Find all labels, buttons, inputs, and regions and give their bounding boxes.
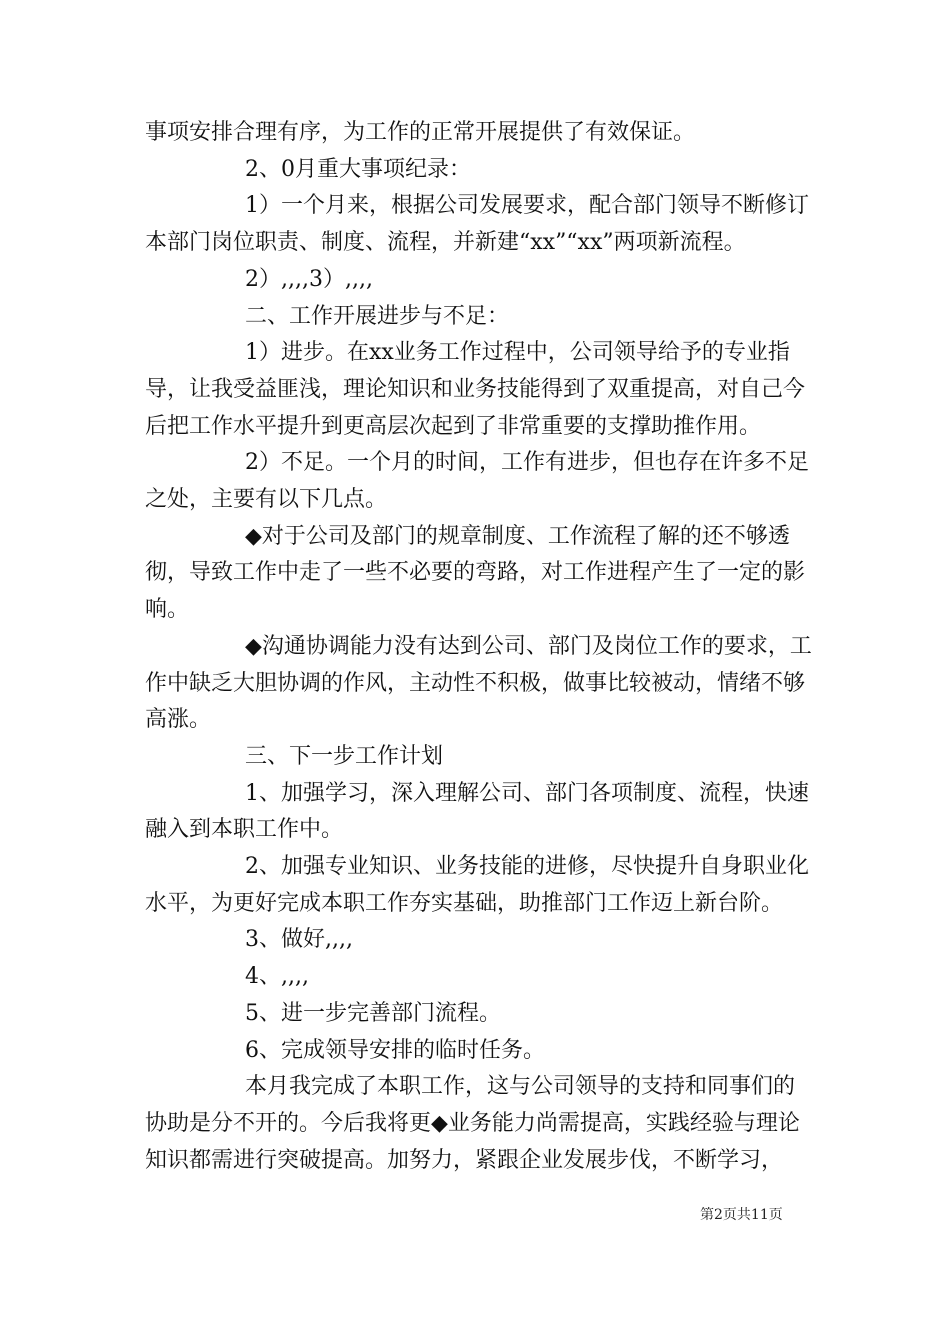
- plan-item-2: 2、加强专业知识、业务技能的进修，尽快提升自身职业化水平，为更好完成本职工作夯实基础，助推部门工作迈上新台阶。: [145, 854, 809, 916]
- plan-item-3: 3、做好,,,,: [245, 927, 353, 953]
- plan-item-1: 1、加强学习，深入理解公司、部门各项制度、流程，快速融入到本职工作中。: [145, 780, 809, 843]
- page-number-footer: 第2页共11页: [700, 1207, 783, 1223]
- paragraph-progress: 1）进步。在xx业务工作过程中，公司领导给予的专业指导，让我受益匪浅，理论知识和业务技能得到了双重提高，对自己今后把工作水平提升到更高层次起到了非常重要的支撑助推作用。: [145, 340, 806, 439]
- document-body: [145, 115, 815, 1179]
- closing-paragraph: 本月我完成了本职工作，这与公司领导的支持和同事们的协助是分不开的。今后我将更◆业务能力尚需提高，实践经验与理论知识都需进行突破提高。加努力，紧跟企业发展步伐，不断学习，: [145, 1074, 800, 1173]
- plan-item-6: 6、完成领导安排的临时任务。: [245, 1037, 545, 1063]
- section-heading-3: 三、下一步工作计划: [245, 743, 444, 769]
- bullet-item-1: ◆对于公司及部门的规章制度、工作流程了解的还不够透彻，导致工作中走了一些不必要的弯路，对工作进程产生了一定的影响。: [145, 523, 806, 623]
- paragraph-2: 2、0月重大事项纪录：: [245, 156, 471, 182]
- paragraph-4: 2）,,,,3）,,,,: [245, 266, 373, 292]
- paragraph-1: 事项安排合理有序，为工作的正常开展提供了有效保证。: [145, 120, 696, 145]
- paragraph-3: 1）一个月来，根据公司发展要求，配合部门领导不断修订本部门岗位职责、制度、流程，并新建“xx”“xx”两项新流程。: [145, 193, 809, 256]
- section-heading-2: 二、工作开展进步与不足：: [245, 303, 510, 329]
- bullet-item-2: ◆沟通协调能力没有达到公司、部门及岗位工作的要求，工作中缺乏大胆协调的作风，主动性不积极，做事比较被动，情绪不够高涨。: [145, 633, 812, 733]
- plan-item-5: 5、进一步完善部门流程。: [245, 1000, 501, 1026]
- paragraph-shortcomings: 2）不足。一个月的时间，工作有进步，但也存在许多不足之处，主要有以下几点。: [145, 450, 809, 513]
- plan-item-4: 4、,,,,: [245, 964, 309, 990]
